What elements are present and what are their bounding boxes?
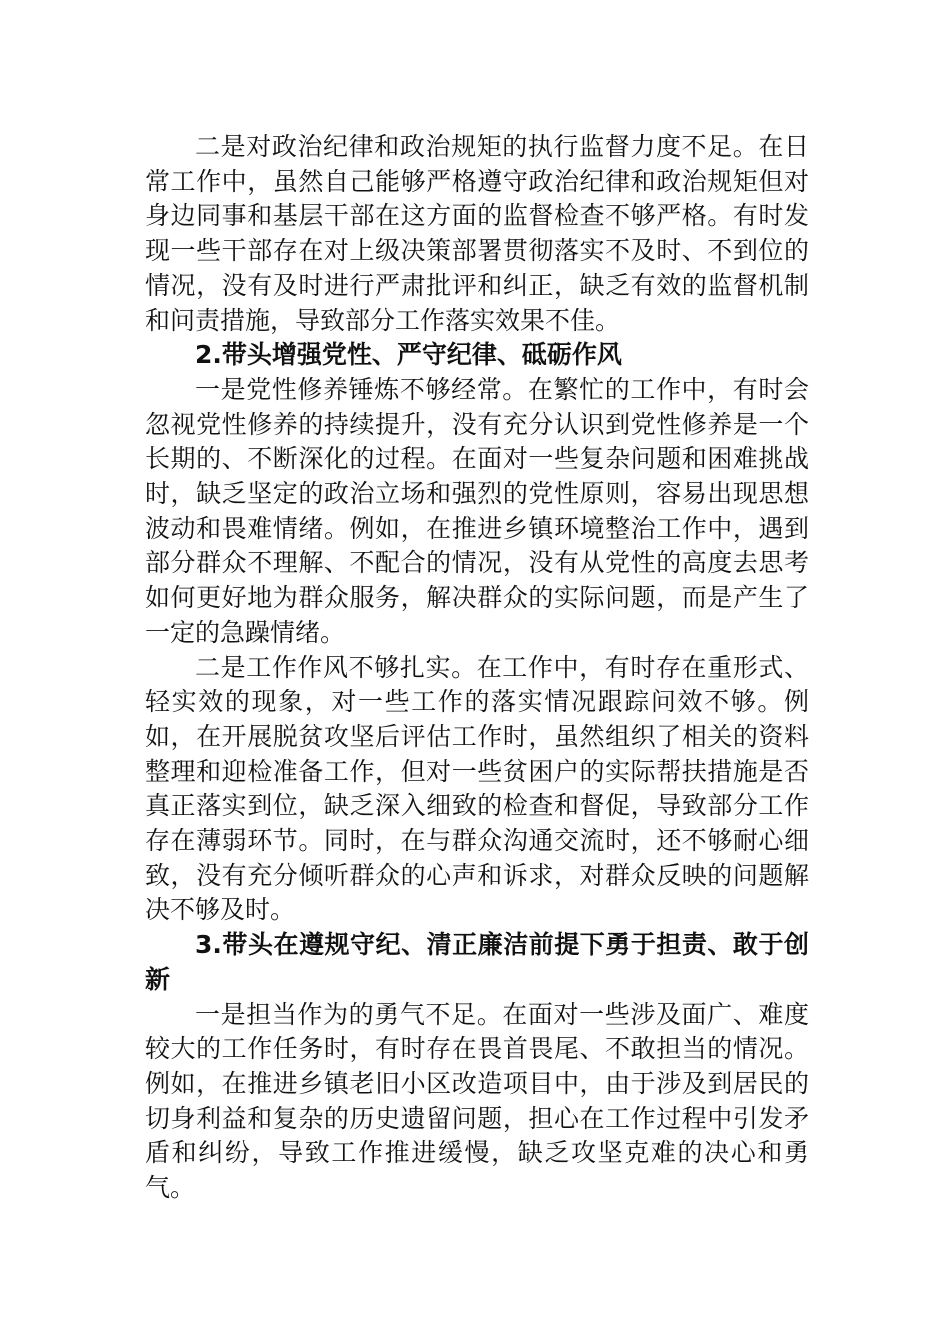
section-heading-2: 2.带头增强党性、严守纪律、砥砺作风 (195, 340, 622, 370)
paragraph-party-spirit-cultivation: 一是党性修养锤炼不够经常。在繁忙的工作中，有时会忽视党性修养的持续提升，没有充分认识到党性修养是一个长期的、不断深化的过程。在面对一些复杂问题和困难挑战时，缺乏坚定的政治立场和强烈的党性原则，容易出现思想波动和畏难情绪。例如，在推进乡镇环境整治工作中，遇到部分群众不理解、不配合的情况，没有从党性的高度去思考如何更好地为群众服务，解决群众的实际问题，而是产生了一定的急躁情绪。 (145, 374, 809, 647)
paragraph-courage-to-take-responsibility: 一是担当作为的勇气不足。在面对一些涉及面广、难度较大的工作任务时，有时存在畏首畏尾、不敢担当的情况。例如，在推进乡镇老旧小区改造项目中，由于涉及到居民的切身利益和复杂的历史遗留问题，担心在工作过程中引发矛盾和纠纷，导致工作推进缓慢，缺乏攻坚克难的决心和勇气。 (145, 999, 809, 1203)
section-heading-3: 3.带头在遵规守纪、清正廉洁前提下勇于担责、敢于创新 (145, 930, 809, 994)
paragraph-work-style: 二是工作作风不够扎实。在工作中，有时存在重形式、轻实效的现象，对一些工作的落实情况跟踪问效不够。例如，在开展脱贫攻坚后评估工作时，虽然组织了相关的资料整理和迎检准备工作，但对一些贫困户的实际帮扶措施是否真正落实到位，缺乏深入细致的检查和督促，导致部分工作存在薄弱环节。同时，在与群众沟通交流时，还不够耐心细致，没有充分倾听群众的心声和诉求，对群众反映的问题解决不够及时。 (145, 652, 809, 925)
document-body (145, 130, 809, 1206)
paragraph-political-discipline-supervision: 二是对政治纪律和政治规矩的执行监督力度不足。在日常工作中，虽然自己能够严格遵守政治纪律和政治规矩但对身边同事和基层干部在这方面的监督检查不够严格。有时发现一些干部存在对上级决策部署贯彻落实不及时、不到位的情况，没有及时进行严肃批评和纠正，缺乏有效的监督机制和问责措施，导致部分工作落实效果不佳。 (145, 132, 809, 335)
